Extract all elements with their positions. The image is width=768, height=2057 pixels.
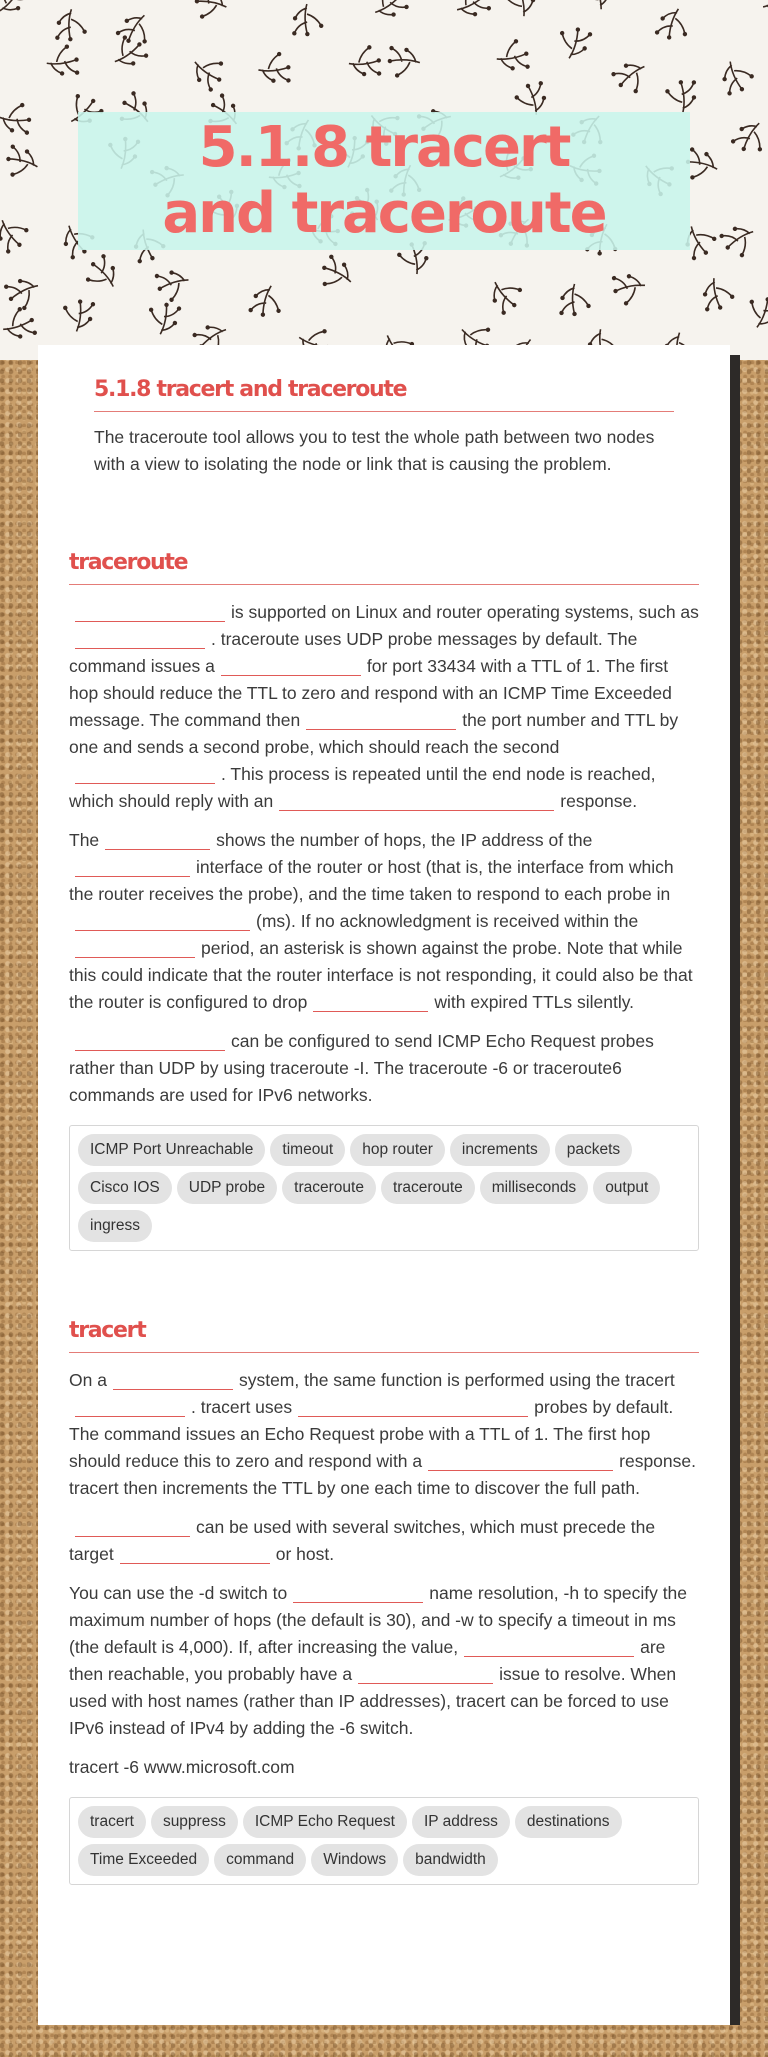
- blank-input[interactable]: [298, 1397, 528, 1417]
- floral-sprig: [730, 115, 768, 159]
- text-span: response. tracert then increments the TTL by one each time to discover the full path.: [69, 1451, 696, 1498]
- word-chip[interactable]: increments: [450, 1134, 550, 1166]
- text-span: On a: [69, 1370, 107, 1390]
- floral-sprig: [483, 272, 528, 317]
- word-chip[interactable]: tracert: [78, 1806, 146, 1838]
- blank-input[interactable]: [105, 830, 210, 850]
- floral-sprig: [2, 144, 41, 183]
- text-span: with expired TTLs silently.: [434, 992, 635, 1012]
- word-chip[interactable]: bandwidth: [403, 1844, 498, 1876]
- text-span: probes by default. The command issues an Echo Request probe with a TTL of 1. The first hop should reduce this to zero and respond with a: [69, 1397, 674, 1471]
- floral-sprig: [387, 46, 421, 79]
- floral-sprig: [45, 43, 81, 78]
- floral-sprig: [0, 211, 34, 255]
- blank-input[interactable]: [75, 1397, 185, 1417]
- word-chip[interactable]: traceroute: [282, 1172, 376, 1204]
- floral-sprig: [315, 253, 358, 296]
- text-span: is supported on Linux and router operating systems, such as: [231, 602, 699, 622]
- blank-input[interactable]: [75, 764, 215, 784]
- traceroute-paragraph-3: [69, 1028, 699, 1109]
- word-chip[interactable]: suppress: [151, 1806, 238, 1838]
- floral-sprig: [559, 284, 590, 316]
- word-chip[interactable]: ICMP Echo Request: [243, 1806, 407, 1838]
- text-span: shows the number of hops, the IP address of the: [216, 830, 593, 850]
- word-chip[interactable]: timeout: [270, 1134, 345, 1166]
- text-span: period, an asterisk is shown against the probe. Note that while this could indicate that the router interface is not responding, it could also be that the router is configured to drop: [69, 938, 693, 1012]
- floral-sprig: [755, 0, 768, 20]
- floral-sprig: [742, 292, 768, 333]
- word-chip[interactable]: ingress: [78, 1210, 152, 1242]
- blank-input[interactable]: [221, 656, 361, 676]
- floral-sprig: [762, 34, 768, 77]
- text-span: You can use the -d switch to: [69, 1583, 288, 1603]
- floral-sprig: [716, 55, 757, 97]
- floral-sprig: [554, 23, 593, 63]
- tracert-paragraph-2: [69, 1514, 699, 1568]
- blank-input[interactable]: [75, 602, 225, 622]
- word-bank: [69, 1797, 699, 1885]
- blank-input[interactable]: [75, 629, 205, 649]
- tracert-section: [69, 1316, 699, 1885]
- blank-input[interactable]: [113, 1370, 233, 1390]
- text-span: or host.: [275, 1544, 335, 1564]
- word-chip[interactable]: Time Exceeded: [78, 1844, 209, 1876]
- floral-sprig: [347, 44, 382, 79]
- header-banner: [0, 0, 768, 360]
- page-title: 5.1.8 tracert and traceroute: [162, 115, 606, 246]
- tracert-heading: tracert: [69, 1316, 699, 1353]
- text-span: system, the same function is performed using the tracert: [238, 1370, 675, 1390]
- word-chip[interactable]: destinations: [515, 1806, 622, 1838]
- blank-input[interactable]: [306, 710, 456, 730]
- blank-input[interactable]: [120, 1544, 270, 1564]
- intro-heading: 5.1.8 tracert and traceroute: [94, 375, 674, 412]
- floral-sprig: [292, 4, 324, 37]
- blank-input[interactable]: [75, 1031, 225, 1051]
- tracert-paragraph-1: [69, 1367, 699, 1502]
- blank-input[interactable]: [75, 938, 195, 958]
- blank-input[interactable]: [279, 791, 554, 811]
- floral-sprig: [610, 55, 655, 100]
- floral-sprig: [654, 4, 694, 44]
- word-chip[interactable]: hop router: [350, 1134, 445, 1166]
- word-chip[interactable]: output: [593, 1172, 660, 1204]
- text-span: are then reachable, you probably have a: [69, 1637, 666, 1684]
- text-span: The: [69, 830, 100, 850]
- tracert-paragraph-3: [69, 1580, 699, 1742]
- text-span: the port number and TTL by one and sends a second probe, which should reach the second: [69, 710, 679, 757]
- text-span: . tracert uses: [191, 1397, 293, 1417]
- blank-input[interactable]: [75, 857, 190, 877]
- floral-sprig: [502, 0, 539, 19]
- floral-sprig: [494, 37, 531, 74]
- title-band: [78, 112, 690, 250]
- command-example: tracert -6 www.microsoft.com: [69, 1757, 295, 1777]
- floral-sprig: [60, 297, 95, 333]
- word-chip[interactable]: packets: [555, 1134, 632, 1166]
- word-chip[interactable]: Cisco IOS: [78, 1172, 172, 1204]
- floral-sprig: [610, 270, 648, 307]
- word-chip[interactable]: milliseconds: [480, 1172, 588, 1204]
- word-chip[interactable]: UDP probe: [177, 1172, 277, 1204]
- text-span: response.: [560, 791, 638, 811]
- traceroute-paragraph-1: [69, 599, 699, 815]
- word-bank: [69, 1125, 699, 1251]
- floral-sprig: [257, 51, 292, 85]
- floral-sprig: [0, 101, 33, 135]
- blank-input[interactable]: [313, 992, 428, 1012]
- blank-input[interactable]: [358, 1664, 493, 1684]
- text-span: (ms). If no acknowledgment is received within the: [256, 911, 639, 931]
- text-span: issue to resolve. When used with host names (rather than IP addresses), tracert can be forced to use IPv6 instead of IPv4 by adding the -6 switch.: [69, 1664, 677, 1738]
- text-span: can be configured to send ICMP Echo Request probes rather than UDP by using traceroute -I. The traceroute -6 or traceroute6 commands are used for IPv6 networks.: [69, 1031, 654, 1105]
- floral-sprig: [55, 9, 88, 42]
- floral-sprig: [192, 0, 230, 23]
- intro-text: The traceroute tool allows you to test the whole path between two nodes with a view to isolating the node or link that is causing the problem.: [94, 427, 655, 474]
- text-span: for port 33434 with a TTL of 1. The first hop should reduce the TTL to zero and respond with an ICMP Time Exceeded message. The command then: [69, 656, 672, 730]
- intro-section: [69, 375, 699, 478]
- floral-sprig: [718, 219, 762, 263]
- floral-sprig: [144, 299, 181, 337]
- floral-sprig: [0, 304, 39, 344]
- blank-input[interactable]: [464, 1637, 634, 1657]
- word-chip[interactable]: ICMP Port Unreachable: [78, 1134, 265, 1166]
- blank-input[interactable]: [428, 1451, 613, 1471]
- traceroute-paragraph-2: [69, 827, 699, 1016]
- text-span: can be used with several switches, which must precede the target: [69, 1517, 656, 1564]
- traceroute-section: [69, 548, 699, 1251]
- blank-input[interactable]: [293, 1583, 423, 1603]
- floral-sprig: [114, 7, 158, 51]
- text-span: name resolution, -h to specify the maximum number of hops (the default is 30), and -w to specify a timeout in ms (the default is 4,000). If, after increasing the value,: [69, 1583, 688, 1657]
- blank-input[interactable]: [75, 1517, 190, 1537]
- floral-sprig: [450, 0, 493, 23]
- floral-sprig: [2, 272, 45, 314]
- floral-sprig: [106, 30, 150, 74]
- floral-sprig: [153, 265, 193, 304]
- word-chip[interactable]: IP address: [412, 1806, 510, 1838]
- floral-sprig: [665, 79, 699, 113]
- word-chip[interactable]: Windows: [311, 1844, 398, 1876]
- floral-sprig: [248, 282, 287, 322]
- text-span: . traceroute uses UDP probe messages by default. The command issues a: [69, 629, 638, 676]
- word-chip[interactable]: traceroute: [381, 1172, 475, 1204]
- floral-sprig: [577, 0, 616, 14]
- traceroute-heading: traceroute: [69, 548, 699, 585]
- floral-sprig: [699, 275, 736, 313]
- word-chip[interactable]: command: [214, 1844, 306, 1876]
- floral-sprig: [80, 252, 125, 297]
- text-span: . This process is repeated until the end node is reached, which should reply with an: [69, 764, 656, 811]
- blank-input[interactable]: [75, 911, 250, 931]
- content-card: [38, 345, 730, 2025]
- floral-sprig: [366, 0, 410, 25]
- floral-sprig: [186, 49, 231, 93]
- text-span: interface of the router or host (that is, the interface from which the router receives the probe), and the time taken to respond to each probe in: [69, 857, 674, 904]
- floral-sprig: [0, 0, 32, 21]
